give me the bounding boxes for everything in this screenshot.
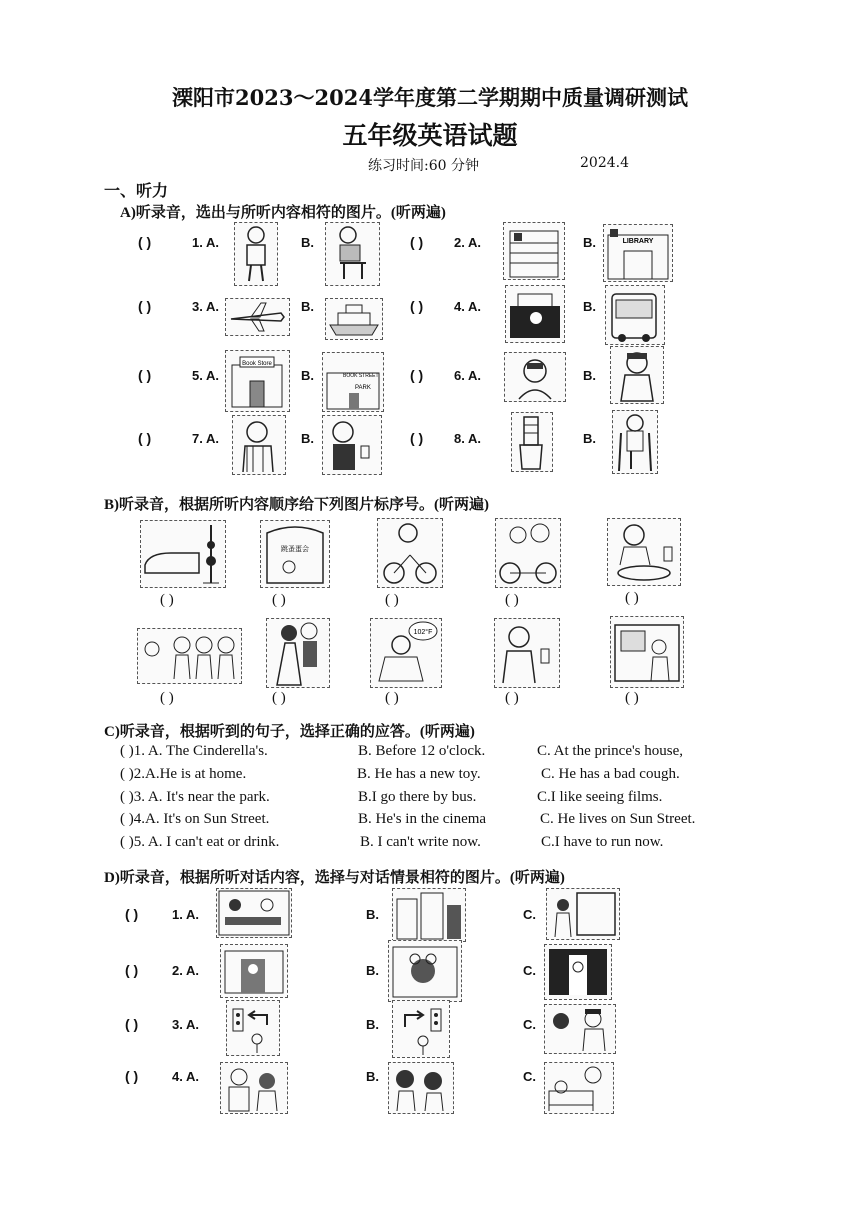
part-c-instruction: C)听录音，根据听到的句子，选择正确的应答。(听两遍) (104, 724, 475, 740)
order-blank[interactable]: ( ) (272, 592, 286, 608)
bandaged-hand-picture (511, 412, 553, 472)
answer-blank[interactable]: ( ) (410, 298, 424, 314)
option-c: C. He has a bad cough. (541, 766, 680, 782)
answer-blank[interactable]: ( ) (138, 234, 152, 250)
question-number: 1. A. (172, 907, 199, 922)
question-number: 2. A. (172, 963, 199, 978)
option-b-label: B. (583, 368, 596, 383)
park-sign: PARK (355, 385, 371, 391)
bus-stop-picture (546, 888, 620, 940)
animals-picture (137, 628, 242, 684)
question-number: 6. A. (454, 368, 481, 383)
man-toothache-picture (232, 415, 286, 475)
order-blank[interactable]: ( ) (272, 690, 286, 706)
option-c-label: C. (523, 1017, 536, 1032)
option-b-label: B. (366, 963, 379, 978)
policeman-picture (544, 1004, 616, 1054)
question-number: 5. A. (192, 368, 219, 383)
library-picture (603, 224, 673, 282)
exam-title: 溧阳市2023～2024学年度第二学期期中质量调研测试 (172, 85, 688, 110)
boy-sitting-picture (325, 222, 380, 286)
option-c: C. At the prince's house, (537, 743, 684, 759)
question-number: 2. A. (454, 235, 481, 250)
question-number: 4. A. (172, 1069, 199, 1084)
sick-man-picture (504, 352, 566, 402)
option-b: B. He has a new toy. (357, 766, 481, 782)
option-b: B. Before 12 o'clock. (358, 743, 486, 759)
option-b-label: B. (583, 431, 596, 446)
cat-mouse-bike-picture (495, 518, 561, 588)
answer-blank[interactable]: ( ) (410, 367, 424, 383)
option-b: B.I go there by bus. (358, 789, 477, 805)
shop-door-picture (544, 944, 612, 1000)
question-number: 8. A. (454, 431, 481, 446)
answer-blank[interactable]: ( ) (125, 1068, 139, 1084)
building-picture (503, 222, 565, 280)
door-picture (220, 944, 288, 998)
question-number: 3. A. (172, 1017, 199, 1032)
question-number: 4. A. (454, 299, 481, 314)
option-c-label: C. (523, 1069, 536, 1084)
answer-blank[interactable]: ( ) (138, 298, 152, 314)
bookstore-sign: Book Store (242, 361, 272, 367)
boy-drinking-picture (322, 415, 382, 475)
option-b-label: B. (301, 299, 314, 314)
question-c5: ( )5. A. I can't eat or drink. (120, 834, 280, 850)
answer-blank[interactable]: ( ) (138, 430, 152, 446)
girl-coughing-picture (610, 346, 664, 404)
shop-sign: 跳蚤蛋会 (281, 545, 309, 553)
boy-medicine-picture (494, 618, 560, 688)
option-b-label: B. (301, 431, 314, 446)
airplane-picture (225, 298, 290, 336)
boy-standing-picture (234, 222, 278, 286)
time-label: 练习时间:60 分钟 (368, 158, 479, 174)
mouse-bike-picture (377, 518, 443, 588)
boy-crutches-picture (612, 410, 658, 474)
question-number: 1. A. (192, 235, 219, 250)
doctor-picture (220, 1062, 288, 1114)
question-number: 3. A. (192, 299, 219, 314)
answer-blank[interactable]: ( ) (410, 430, 424, 446)
turn-left-sign-picture (226, 1000, 280, 1056)
elephant-shop-picture (260, 520, 330, 588)
library-sign: LIBRARY (622, 238, 654, 245)
question-c4: ( )4.A. It's on Sun Street. (120, 811, 270, 827)
part-d-instruction: D)听录音，根据所听对话内容，选择与对话情景相符的图片。(听两遍) (104, 870, 565, 886)
order-blank[interactable]: ( ) (385, 592, 399, 608)
order-blank[interactable]: ( ) (505, 690, 519, 706)
exam-date: 2024.4 (580, 155, 629, 171)
order-blank[interactable]: ( ) (160, 592, 174, 608)
mouse-town-picture (388, 940, 462, 1002)
bookstore-picture (225, 350, 290, 412)
question-c2: ( )2.A.He is at home. (120, 766, 247, 782)
question-c3: ( )3. A. It's near the park. (120, 789, 270, 805)
order-blank[interactable]: ( ) (385, 690, 399, 706)
classroom-picture (216, 888, 292, 938)
option-c-label: C. (523, 963, 536, 978)
train-tower-picture (140, 520, 226, 588)
street-signs-picture (322, 352, 384, 412)
girl-eating-picture (607, 518, 681, 586)
option-c: C. He lives on Sun Street. (540, 811, 696, 827)
answer-blank[interactable]: ( ) (125, 962, 139, 978)
hospital-bed-picture (544, 1062, 614, 1114)
answer-blank[interactable]: ( ) (410, 234, 424, 250)
answer-blank[interactable]: ( ) (125, 1016, 139, 1032)
temperature-bubble: 102°F (413, 629, 433, 636)
question-number: 7. A. (192, 431, 219, 446)
option-c: C.I have to run now. (541, 834, 664, 850)
part-b-instruction: B)听录音，根据所听内容顺序给下列图片标序号。(听两遍) (104, 497, 489, 513)
part-a-instruction: A)听录音，选出与所听内容相符的图片。(听两遍) (120, 205, 446, 221)
option-b-label: B. (366, 1017, 379, 1032)
turn-right-sign-picture (392, 1000, 450, 1058)
girl-bus-picture (610, 616, 684, 688)
option-b: B. He's in the cinema (358, 811, 487, 827)
section-listening-heading: 一、听力 (104, 181, 169, 200)
option-b: B. I can't write now. (360, 834, 481, 850)
order-blank[interactable]: ( ) (160, 690, 174, 706)
option-b-label: B. (301, 235, 314, 250)
mice-picture (388, 1062, 454, 1114)
option-c-label: C. (523, 907, 536, 922)
option-b-label: B. (366, 1069, 379, 1084)
question-c1: ( )1. A. The Cinderella's. (120, 743, 268, 759)
option-c: C.I like seeing films. (537, 789, 663, 805)
option-b-label: B. (583, 235, 596, 250)
ship-picture (325, 298, 383, 340)
answer-blank[interactable]: ( ) (125, 906, 139, 922)
car-driver-picture (505, 285, 565, 343)
bookstreet-sign: BOOK STREET (343, 373, 379, 379)
order-blank[interactable]: ( ) (625, 690, 639, 706)
city-street-picture (392, 888, 466, 942)
order-blank[interactable]: ( ) (505, 592, 519, 608)
option-b-label: B. (301, 368, 314, 383)
bus-picture (605, 285, 665, 345)
order-blank[interactable]: ( ) (625, 590, 639, 606)
option-b-label: B. (583, 299, 596, 314)
dancing-couple-picture (266, 618, 330, 688)
exam-subtitle: 五年级英语试题 (342, 121, 518, 150)
option-b-label: B. (366, 907, 379, 922)
fever-girl-picture (370, 618, 442, 688)
answer-blank[interactable]: ( ) (138, 367, 152, 383)
